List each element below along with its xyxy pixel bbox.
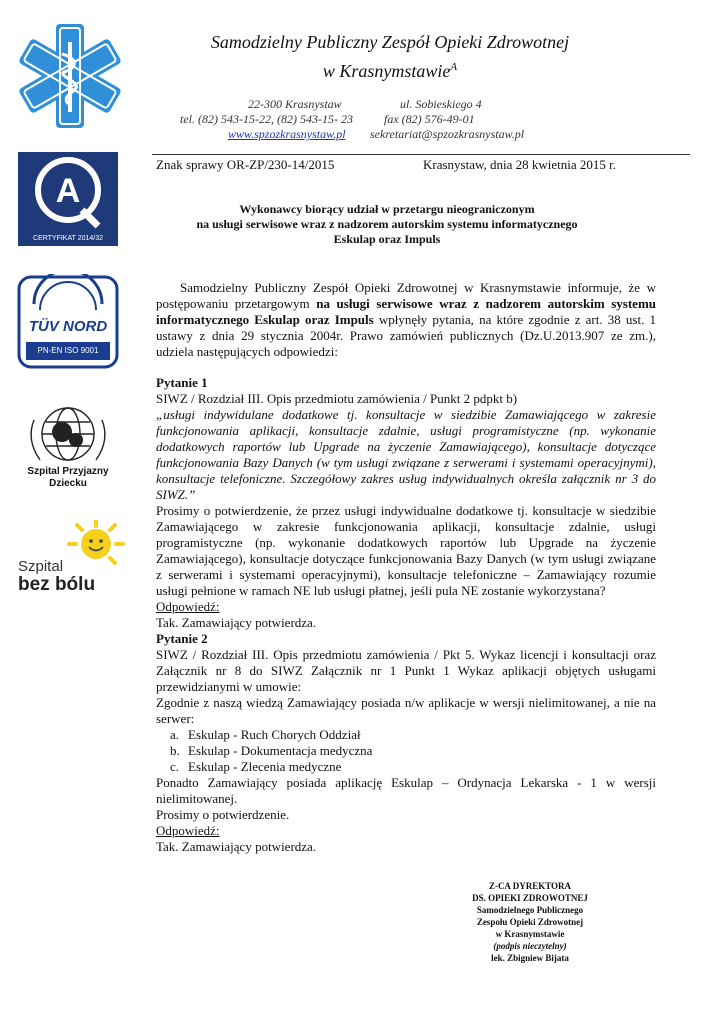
no-pain-hospital-logo: [16, 520, 128, 600]
website-link[interactable]: www.spzozkrasnystaw.pl: [228, 127, 346, 141]
tuv-brand: TÜV NORD: [28, 318, 108, 335]
address-postal: 22-300 Krasnystaw: [248, 97, 342, 111]
signature-note: (podpis nieczytelny): [493, 941, 567, 951]
signature-org-line2: Zespołu Opieki Zdrowotnej: [476, 917, 584, 927]
intro-text-start: Samodzielny Publiczny Zespół Opieki Zdrowotnej w Krasnymstawie informuje, że w postępowaniu przetargowym: [156, 280, 656, 311]
list-item-text: Eskulap - Zlecenia medyczne: [188, 759, 342, 774]
signature-org-line1: Samodzielnego Publicznego: [476, 905, 584, 915]
signatory-name: lek. Zbigniew Bijata: [491, 953, 569, 963]
quality-certificate-logo: [16, 150, 120, 250]
question-2-heading: Pytanie 2: [156, 631, 208, 646]
phone-numbers: tel. (82) 543-15-22, (82) 543-15- 23: [180, 112, 353, 126]
certificate-label: CERTYFIKAT 2014/32: [32, 235, 104, 242]
list-item-text: Eskulap - Ruch Chorych Oddział: [188, 727, 361, 742]
fax-number: fax (82) 576-49-01: [384, 112, 475, 126]
svg-text:A: A: [55, 172, 81, 210]
question-2-request: Prosimy o potwierdzenie.: [156, 807, 290, 822]
title-line1: Wykonawcy biorący udział w przetargu nieograniczonym: [239, 202, 535, 216]
organization-superscript: A: [450, 61, 458, 73]
answer-1-label: Odpowiedź:: [156, 599, 220, 614]
intro-text-end: wpłynęły pytania, na które zgodnie z art. 38 ust. 1 ustawy z dnia 29 stycznia 2004r. Prawo zamówień publicznych (Dz.U.2013.907 ze zm.), udziela następujących odpowiedzi:: [156, 312, 656, 359]
title-line3: Eskulap oraz Impuls: [333, 232, 441, 246]
signature-block: [430, 880, 630, 964]
no-pain-line1: Szpital: [18, 558, 64, 575]
list-item: [156, 727, 656, 743]
list-item: [156, 743, 656, 759]
list-marker: c.: [170, 759, 180, 774]
question-2-text: Zgodnie z naszą wiedzą Zamawiający posiada n/w aplikacje w wersji nielimitowanej, a nie na serwer:: [156, 695, 656, 726]
application-list: [156, 727, 656, 775]
tuv-nord-logo: [16, 274, 120, 370]
question-1-section: [156, 375, 656, 855]
place-and-date: Krasnystaw, dnia 28 kwietnia 2015 r.: [423, 157, 617, 172]
header-divider: [152, 154, 690, 155]
signature-department: DS. OPIEKI ZDROWOTNEJ: [472, 893, 588, 903]
question-1-quote: „usługi indywidulane dodatkowe tj. konsultacje w siedzibie Zamawiającego w zakresie funkcjonowania aplikacji, konsultacje zdalnie, usługi programistyczne (np. wykonanie dodatkowych raportów lub Upgrade na życzenie Zamawiającego), konsultacje dotyczące funkcjonowania Bazy Danych (w tym usługi związane z serwerami i systemami operacyjnymi), konsultacje telefoniczne. Szczegółowy zakres usług indywidualnych określa załącznik nr 3 do SIWZ.”: [156, 407, 656, 502]
case-reference: Znak sprawy OR-ZP/230-14/2015: [156, 157, 335, 172]
title-line2: na usługi serwisowe wraz z nadzorem autorskim systemu informatycznego: [196, 217, 578, 231]
no-pain-line2: bez bólu: [18, 574, 96, 595]
question-1-text: Prosimy o potwierdzenie, że przez usługi indywidualne dodatkowe tj. konsultacje w siedzibie Zamawiającego w zakresie funkcjonowania aplikacji, konsultacje zdalnie, usługi programistyczne (np. wykonanie dodatkowych raportów lub Upgrade na życzenie Zamawiającego), konsultacje dotyczące funkcjonowania Bazy Danych (w tym usługi związane z serwerami i systemami operacyjnymi), konsultacje telefoniczne – Zamawiający rozumie usługi pełnione w ramach NE lub usługi płatnej, jeśli pula NE zostanie wykorzystana?: [156, 503, 656, 598]
star-of-life-icon: [16, 22, 124, 130]
list-item: [156, 759, 656, 775]
question-1-heading: Pytanie 1: [156, 375, 208, 390]
signature-org-line3: w Krasnymstawie: [495, 929, 565, 939]
organization-location: w Krasnymstawie: [322, 61, 451, 81]
intro-paragraph: [156, 280, 656, 360]
signature-title: Z-CA DYREKTORA: [488, 881, 572, 891]
list-item-text: Eskulap - Dokumentacja medyczna: [188, 743, 373, 758]
star-of-life-logo: [16, 22, 124, 130]
address-street: ul. Sobieskiego 4: [400, 97, 482, 111]
intro-text-bold: na usługi serwisowe wraz z nadzorem autorskim systemu informatycznego Eskulap oraz Impuls: [156, 296, 657, 327]
answer-1-text: Tak. Zamawiający potwierdza.: [156, 615, 317, 630]
document-title: [156, 202, 618, 247]
child-friendly-line2: Dziecku: [49, 478, 87, 489]
answer-2-text: Tak. Zamawiający potwierdza.: [156, 839, 317, 854]
child-friendly-hospital-logo: [16, 400, 120, 492]
question-2-reference: SIWZ / Rozdział III. Opis przedmiotu zamówienia / Pkt 5. Wykaz licencji i konsultacji oraz Załącznik nr 8 do SIWZ Załącznik nr 1 Punkt 1 Wykaz aplikacji objętych usługami przewidzianymi w umowie:: [156, 647, 656, 694]
email-address: sekretariat@spzozkrasnystaw.pl: [370, 127, 525, 141]
answer-2-label: Odpowiedź:: [156, 823, 220, 838]
organization-title-line2: [150, 55, 630, 83]
tuv-standard: PN-EN ISO 9001: [37, 346, 99, 355]
list-marker: b.: [170, 743, 180, 758]
question-2-additional: Ponadto Zamawiający posiada aplikację Eskulap – Ordynacja Lekarska - 1 w wersji nielimitowanej.: [156, 775, 656, 806]
organization-title-line1: Samodzielny Publiczny Zespół Opieki Zdrowotnej: [210, 32, 570, 52]
child-friendly-line1: Szpital Przyjazny: [27, 466, 109, 477]
question-1-reference: SIWZ / Rozdział III. Opis przedmiotu zamówienia / Punkt 2 pdpkt b): [156, 391, 518, 406]
list-marker: a.: [170, 727, 180, 742]
